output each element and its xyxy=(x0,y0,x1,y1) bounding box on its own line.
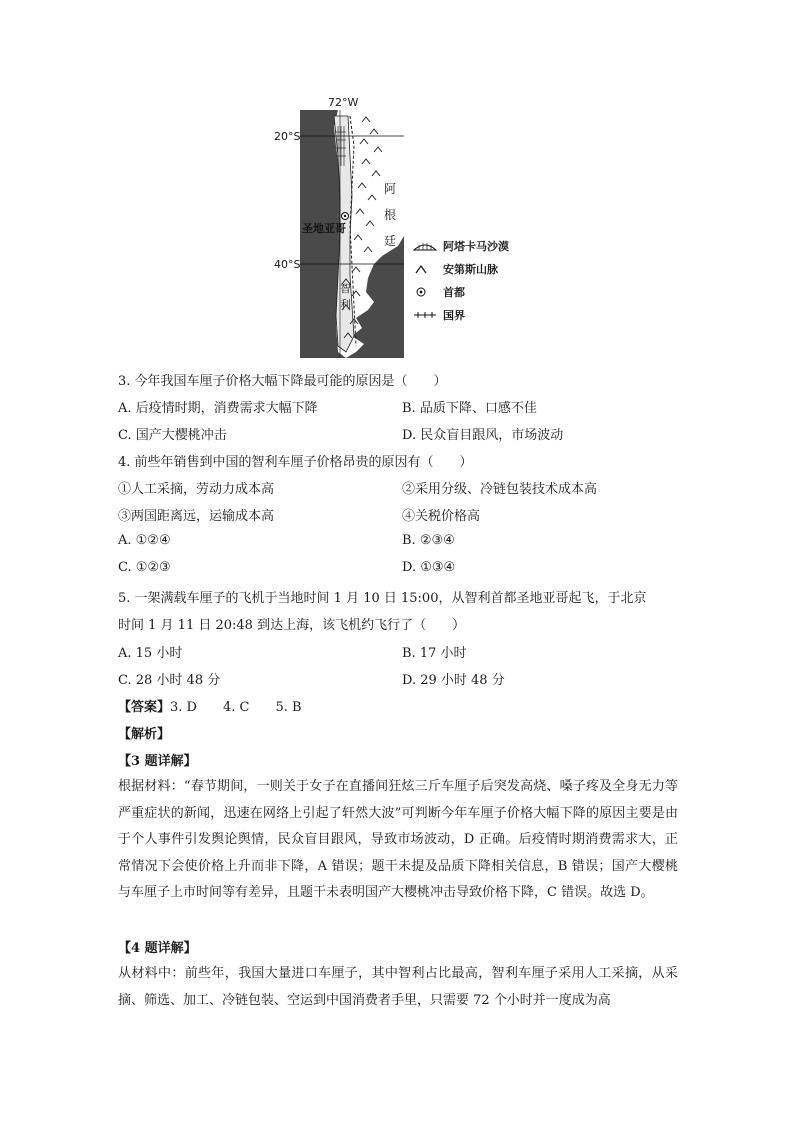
question-3-option-a: A. 后疫情时期，消费需求大幅下降 xyxy=(118,401,318,416)
argentina-label-char2: 根 xyxy=(384,208,397,222)
answer-label: 【答案】 xyxy=(118,700,171,715)
detail-4-body: 从材料中：前些年，我国大量进口车厘子，其中智利占比最高，智利车厘子采用人工采摘，从采摘、筛选、加工、冷链包装、空运到中国消费者手里，只需要 72 个小时并一度成为高 xyxy=(118,966,678,1008)
question-4-stem: 4. 前些年销售到中国的智利车厘子价格昂贵的原因有（ ） xyxy=(118,455,473,470)
question-4-statement-4: ④关税价格高 xyxy=(402,509,481,524)
chile-label-char2: 利 xyxy=(340,298,351,311)
question-3-option-c: C. 国产大樱桃冲击 xyxy=(118,428,227,443)
chile-label-char1: 智 xyxy=(340,282,351,295)
question-5-option-a: A. 15 小时 xyxy=(118,646,183,661)
question-4-statement-2: ②采用分级、冷链包装技术成本高 xyxy=(402,482,598,497)
legend-item-capital xyxy=(413,280,533,303)
question-4-statement-1: ①人工采摘，劳动力成本高 xyxy=(118,482,275,497)
argentina-label-char1: 阿 xyxy=(384,182,397,196)
capital-city-label: 圣地亚哥 xyxy=(302,222,346,235)
border-icon xyxy=(413,309,437,321)
detail-4-title: 【4 题详解】 xyxy=(118,941,197,956)
question-5-option-d: D. 29 小时 48 分 xyxy=(402,673,505,688)
answer-values: 3. D 4. C 5. B xyxy=(170,700,302,715)
legend-item-desert xyxy=(413,234,533,257)
question-4-option-a: A. ①②④ xyxy=(118,533,171,548)
legend-item-border xyxy=(413,303,533,326)
analysis-label: 【解析】 xyxy=(118,727,171,742)
question-4-option-d: D. ①③④ xyxy=(402,560,456,575)
andes-mountain-icon xyxy=(413,263,437,275)
legend-item-andes xyxy=(413,257,533,280)
question-4-statement-3: ③两国距离远，运输成本高 xyxy=(118,509,275,524)
question-4-option-b: B. ②③④ xyxy=(402,533,455,548)
question-5-option-c: C. 28 小时 48 分 xyxy=(118,673,221,688)
argentina-label-char3: 廷 xyxy=(384,234,397,248)
question-3-stem: 3. 今年我国车厘子价格大幅下降最可能的原因是（ ） xyxy=(118,374,447,389)
legend-label-capital: 首都 xyxy=(443,285,465,299)
map-legend xyxy=(413,234,533,326)
question-5-option-b: B. 17 小时 xyxy=(402,646,467,661)
detail-3-body: 根据材料：“春节期间，一则关于女子在直播间狂炫三斤车厘子后突发高烧、嗓子疼及全身无力等严重症状的新闻，迅速在网络上引起了轩然大波”可判断今年车厘子价格大幅下降的原因主要是由于个人事件引发舆论舆情，民众盲目跟风，导致市场波动，D 正确。后疫情时期消费需求大，正常情况下会使价格上升而非下降，A 错误；题干未提及品质下降相关信息，B 错误；国产大樱桃与车厘子上市时间等有差异，且题干未表明国产大樱桃冲击导致价格下降，C 错误。故选 D。 xyxy=(118,779,678,901)
chile-map-figure xyxy=(270,96,530,362)
latitude-label-40s: 40°S xyxy=(274,258,301,271)
question-5-stem-line1: 5. 一架满载车厘子的飞机于当地时间 1 月 10 日 15:00，从智利首都圣地亚哥起飞，于北京 xyxy=(118,591,647,606)
legend-label-desert: 阿塔卡马沙漠 xyxy=(443,239,509,253)
legend-label-border: 国界 xyxy=(443,308,465,322)
longitude-label: 72°W xyxy=(328,96,359,109)
answer-line xyxy=(118,696,302,715)
question-5-stem-line2: 时间 1 月 11 日 20:48 到达上海，该飞机约飞行了（ ） xyxy=(118,618,466,633)
desert-icon xyxy=(413,240,437,252)
detail-3-title: 【3 题详解】 xyxy=(118,754,197,769)
latitude-label-20s: 20°S xyxy=(274,130,301,143)
question-3-option-b: B. 品质下降、口感不佳 xyxy=(402,401,537,416)
question-3-option-d: D. 民众盲目跟风，市场波动 xyxy=(402,428,564,443)
legend-label-andes: 安第斯山脉 xyxy=(443,262,498,276)
question-4-option-c: C. ①②③ xyxy=(118,560,171,575)
capital-icon xyxy=(413,286,437,298)
